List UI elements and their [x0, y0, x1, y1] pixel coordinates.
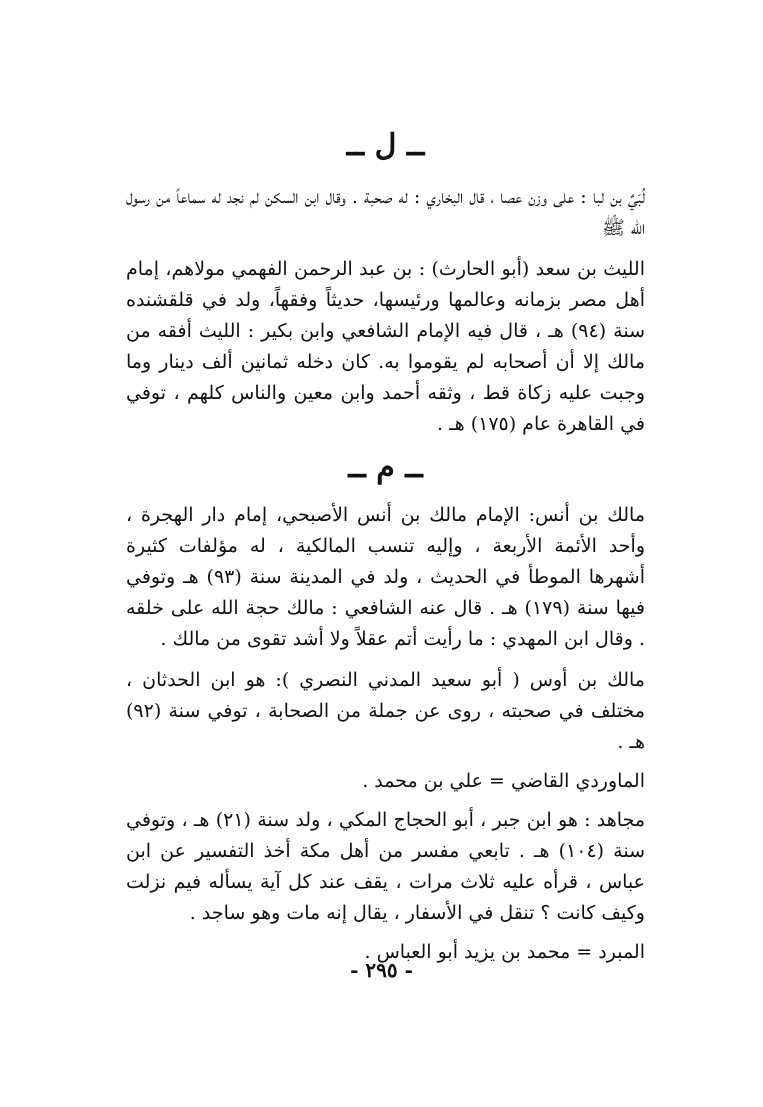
entry-al-mubarrad: المبرد = محمد بن يزيد أبو العباس .: [364, 941, 645, 963]
entry-al-layth: الليث بن سعد (أبو الحارث) : بن عبد الرحمن الفهمي مولاهم، إمام أهل مصر بزمانه وعالمها ورئيسها، حديثاً وفقهاً، ولد في قلقشنده سنة (٩٤) هـ ، قال فيه الإمام الشافعي وابن بكير : الليث أفقه من مالك إلا أن أصحابه لم يقوموا به. كان دخله ثمانين ألف دينار وما وجبت عليه زكاة قط ، وثقه أحمد وابن معين والناس كلهم ، توفي في القاهرة عام (١٧٥) هـ .: [126, 258, 645, 435]
page-number: - ٢٩٥ -: [350, 958, 413, 982]
section-heading-mim: ــ م ــ: [348, 450, 423, 485]
entry-mujahid: مجاهد : هو ابن جبر ، أبو الحجاج المكي ، ولد سنة (٢١) هـ ، وتوفي سنة (١٠٤) هـ . تابعي مفسر من أهل مكة أخذ التفسير عن ابن عباس ، قرأه عليه ثلاث مرات ، يقف عند كل آية يسأله فيم نزلت وكيف كانت ؟ تنقل في الأسفار ، يقال إنه مات وهو ساجد .: [126, 809, 646, 924]
entry-malik-bin-anas: مالك بن أنس: الإمام مالك بن أنس الأصبحي، إمام دار الهجرة ، وأحد الأئمة الأربعة ، وإليه تنسب المالكية ، له مؤلفات كثيرة أشهرها الموطأ في الحديث ، ولد في المدينة سنة (٩٣) هـ وتوفي فيها سنة (١٧٩) هـ . قال عنه الشافعي : مالك حجة الله على خلقه . وقال ابن المهدي : ما رأيت أتم عقلاً ولا أشد تقوى من مالك .: [126, 504, 645, 650]
entry-al-mawardi: الماوردي القاضي = علي بن محمد .: [362, 770, 645, 792]
section-heading-lam: ــ ل ــ: [346, 128, 425, 163]
entry-lubay: لُبَيٌ بن لبا : على وزن عصا ، قال البخاري : له صحبة . وقال ابن السكن لم نجد له سماعاً من رسول الله ﷺ: [126, 186, 645, 239]
entry-malik-bin-aws: مالك بن أوس ( أبو سعيد المدني النصري ): هو ابن الحدثان ، مختلف في صحبته ، روى عن جملة من الصحابة ، توفي سنة (٩٢) هـ .: [126, 669, 645, 753]
